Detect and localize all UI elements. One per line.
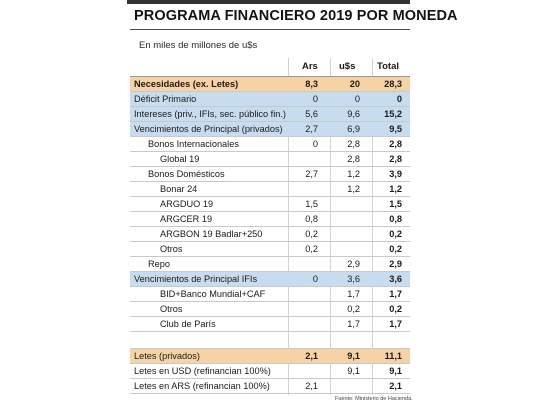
row-label: Vencimientos de Principal (privados): [134, 124, 283, 134]
table-row: [130, 364, 410, 379]
cell-ars: 0: [312, 94, 318, 104]
cell-ars: 2,7: [305, 124, 318, 134]
cell-ars: 0: [312, 274, 318, 284]
cell-usd: 0,2: [347, 304, 360, 314]
cell-usd: 9,6: [347, 109, 360, 119]
source-note: Fuente: Ministerio de Hacienda.: [335, 396, 413, 402]
table-row: [130, 302, 410, 317]
row-label: Intereses (priv., IFIs, sec. público fin.): [134, 109, 286, 119]
cell-usd: 1,7: [347, 289, 360, 299]
cell-total: 0: [396, 94, 402, 104]
cell-ars: 0,8: [305, 214, 318, 224]
cell-usd: 1,7: [347, 319, 360, 329]
table-row-spacer: [130, 332, 410, 349]
table-row: [130, 152, 410, 167]
cell-total: 1,2: [389, 184, 402, 194]
cell-total: 15,2: [384, 109, 402, 119]
header-total: Total: [377, 61, 399, 72]
table-row: [130, 197, 410, 212]
table-row: [130, 212, 410, 227]
top-rule: [127, 0, 410, 4]
row-label: Vencimientos de Principal IFIs: [134, 274, 258, 284]
cell-usd: 0: [354, 94, 360, 104]
cell-usd: 2,8: [347, 139, 360, 149]
table-row: [130, 182, 410, 197]
table-subtitle: En miles de millones de u$s: [139, 40, 258, 51]
row-label: Otros: [160, 244, 183, 254]
cell-total: 0,8: [389, 214, 402, 224]
cell-total: 2,8: [389, 154, 402, 164]
cell-ars: 2,1: [305, 351, 318, 361]
row-label: Bonar 24: [160, 184, 198, 194]
cell-total: 0,2: [389, 304, 402, 314]
row-label: Déficit Primario: [134, 94, 197, 104]
table-row: [130, 77, 410, 92]
table-row: [130, 317, 410, 332]
cell-total: 2,9: [389, 259, 402, 269]
table-row: [130, 257, 410, 272]
row-label: Bonos Domésticos: [148, 169, 225, 179]
cell-ars: 5,6: [305, 109, 318, 119]
financial-table: [130, 58, 410, 394]
table-row: [130, 227, 410, 242]
cell-total: 9,1: [389, 366, 402, 376]
cell-usd: 9,1: [347, 366, 360, 376]
cell-ars: 0,2: [305, 229, 318, 239]
cell-total: 1,5: [389, 199, 402, 209]
cell-total: 28,3: [384, 79, 402, 89]
cell-ars: 1,5: [305, 199, 318, 209]
cell-ars: 0: [312, 139, 318, 149]
row-label: BID+Banco Mundial+CAF: [160, 289, 266, 299]
row-label: Bonos Internacionales: [148, 139, 239, 149]
table-row: [130, 272, 410, 287]
row-label: Club de París: [160, 319, 216, 329]
cell-usd: 2,8: [347, 154, 360, 164]
cell-total: 2,1: [389, 381, 402, 391]
table-row: [130, 167, 410, 182]
cell-total: 9,5: [389, 124, 402, 134]
cell-total: 3,6: [389, 274, 402, 284]
cell-ars: 0,2: [305, 244, 318, 254]
table-row: [130, 122, 410, 137]
row-label: Otros: [160, 304, 183, 314]
cell-usd: 20: [349, 79, 360, 89]
title-divider: [130, 29, 410, 30]
table-row: [130, 287, 410, 302]
row-label: ARGDUO 19: [160, 199, 214, 209]
row-label: ARGBON 19 Badlar+250: [160, 229, 263, 239]
cell-usd: 3,6: [347, 274, 360, 284]
table-row: [130, 137, 410, 152]
cell-total: 0,2: [389, 229, 402, 239]
header-ars: Ars: [302, 61, 318, 72]
row-label: Necesidades (ex. Letes): [134, 79, 239, 89]
row-label: ARGCER 19: [160, 214, 213, 224]
row-label: Repo: [148, 259, 170, 269]
cell-total: 1,7: [389, 319, 402, 329]
cell-ars: 8,3: [305, 79, 318, 89]
table-row: [130, 107, 410, 122]
cell-total: 11,1: [384, 351, 402, 361]
row-label: Letes en ARS (refinancian 100%): [134, 381, 270, 391]
cell-usd: 1,2: [347, 184, 360, 194]
cell-total: 1,7: [389, 289, 402, 299]
cell-usd: 2,9: [347, 259, 360, 269]
cell-total: 2,8: [389, 139, 402, 149]
cell-total: 0,2: [389, 244, 402, 254]
row-label: Letes (privados): [134, 351, 200, 361]
cell-total: 3,9: [389, 169, 402, 179]
row-label: Global 19: [160, 154, 200, 164]
table-row: [130, 349, 410, 364]
table-row: [130, 92, 410, 107]
header-usd: u$s: [339, 61, 356, 72]
table-row: [130, 379, 410, 394]
cell-usd: 9,1: [347, 351, 360, 361]
cell-usd: 6,9: [347, 124, 360, 134]
row-label: Letes en USD (refinancian 100%): [134, 366, 271, 376]
table-row: [130, 242, 410, 257]
cell-usd: 1,2: [347, 169, 360, 179]
cell-ars: 2,1: [305, 381, 318, 391]
table-header: [130, 58, 410, 77]
cell-ars: 2,7: [305, 169, 318, 179]
page-title: PROGRAMA FINANCIERO 2019 POR MONEDA: [134, 8, 458, 24]
